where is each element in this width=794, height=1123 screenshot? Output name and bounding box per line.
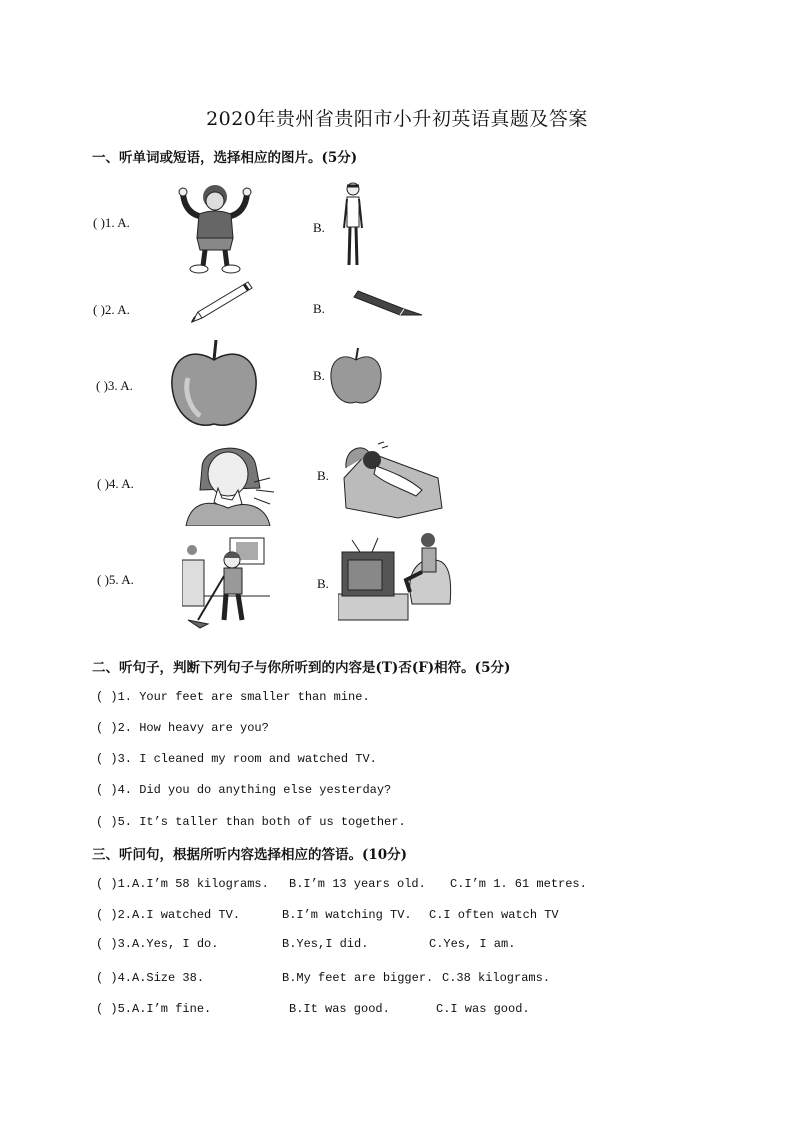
sleeping-in-bed-picture xyxy=(338,438,448,520)
part2-q2: ( )2. How heavy are you? xyxy=(96,721,269,735)
part1-q2-b-label: B. xyxy=(313,301,325,316)
part3-q4-b: B.My feet are bigger. xyxy=(282,971,434,985)
watching-tv-picture xyxy=(338,530,456,622)
thin-man-picture xyxy=(338,180,368,270)
part1-q1-label: ( )1. A. xyxy=(93,215,130,230)
part1-q4-b-label: B. xyxy=(317,468,329,483)
part3-q3-b: B.Yes,I did. xyxy=(282,937,369,951)
part1-q3-b-label: B. xyxy=(313,368,325,383)
part3-q2-b: B.I’m watching TV. xyxy=(282,908,412,922)
part3-q4-a: ( )4.A.Size 38. xyxy=(96,971,205,985)
part3-q2-a: ( )2.A.I watched TV. xyxy=(96,908,241,922)
part1-q2-label: ( )2. A. xyxy=(93,302,130,317)
long-pencil-picture xyxy=(188,280,254,326)
part3-q3-c: C.Yes, I am. xyxy=(429,937,516,951)
part1-q5-b-label: B. xyxy=(317,576,329,591)
boy-sweeping-picture xyxy=(182,536,272,630)
part3-heading: 三、听问句，根据所听内容选择相应的答语。(10分) xyxy=(92,847,408,863)
part2-q3: ( )3. I cleaned my room and watched TV. xyxy=(96,752,377,766)
part2-q5: ( )5. It’s taller than both of us together. xyxy=(96,815,406,829)
part2-heading: 二、听句子，判断下列句子与你所听到的内容是(T)否(F)相符。(5分) xyxy=(92,660,511,676)
part3-q1-b: B.I’m 13 years old. xyxy=(289,877,426,891)
sneezing-woman-picture xyxy=(182,438,278,526)
part1-q1-b-label: B. xyxy=(313,220,325,235)
part3-q1-a: ( )1.A.I’m 58 kilograms. xyxy=(96,877,269,891)
part1-q5-label: ( )5. A. xyxy=(97,572,134,587)
short-pencil-picture xyxy=(352,287,424,319)
part3-q5-a: ( )5.A.I’m fine. xyxy=(96,1002,212,1016)
strong-boy-picture xyxy=(175,180,255,275)
part3-q5-b: B.It was good. xyxy=(289,1002,390,1016)
part3-q4-c: C.38 kilograms. xyxy=(442,971,551,985)
part2-q1: ( )1. Your feet are smaller than mine. xyxy=(96,690,370,704)
part1-q3-label: ( )3. A. xyxy=(96,378,133,393)
part3-q3-a: ( )3.A.Yes, I do. xyxy=(96,937,219,951)
small-apple-picture xyxy=(328,346,384,406)
part3-q5-c: C.I was good. xyxy=(436,1002,530,1016)
part3-q2-c: C.I often watch TV xyxy=(429,908,559,922)
part1-heading: 一、听单词或短语，选择相应的图片。(5分) xyxy=(92,150,358,166)
big-apple-picture xyxy=(168,338,260,430)
part2-q4: ( )4. Did you do anything else yesterday? xyxy=(96,783,392,797)
part1-q4-label: ( )4. A. xyxy=(97,476,134,491)
part3-q1-c: C.I’m 1. 61 metres. xyxy=(450,877,587,891)
page-title: 2020年贵州省贵阳市小升初英语真题及答案 xyxy=(206,108,588,130)
